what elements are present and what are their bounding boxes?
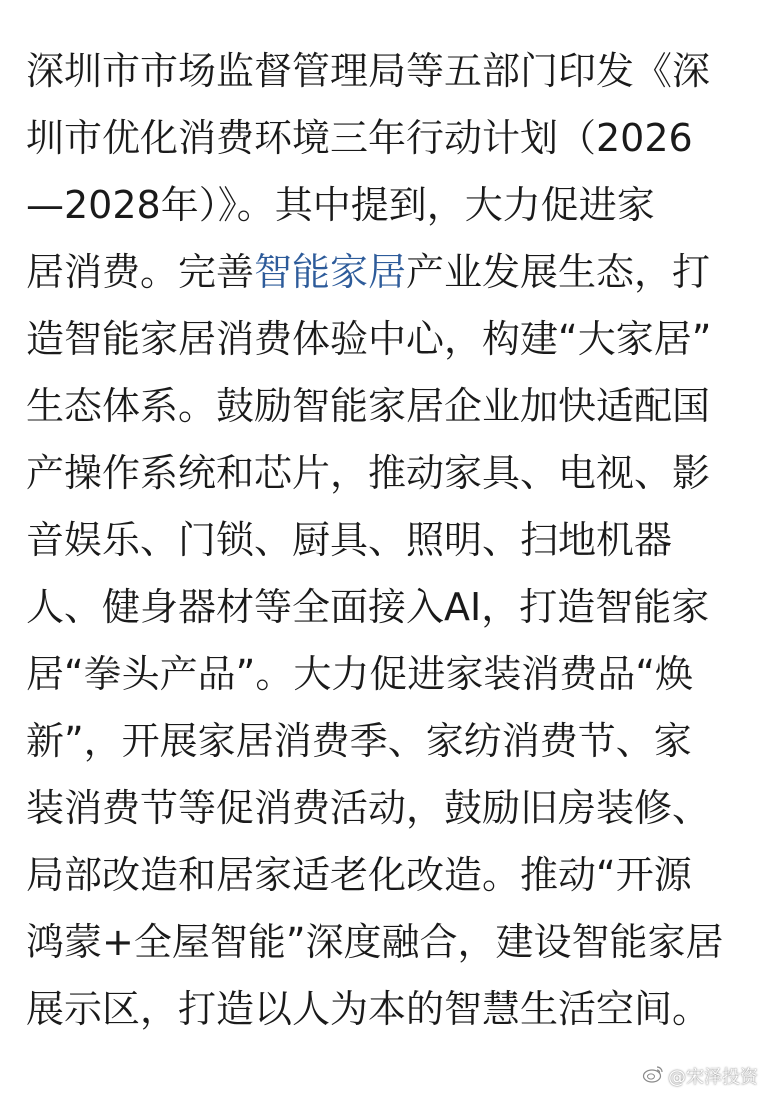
article-line-3: —2028年）》。其中提到，大力促进家 (26, 183, 655, 227)
article-line-14: 鸿蒙+全屋智能”深度融合，建设智能家居 (26, 920, 724, 964)
article-line-1: 深圳市市场监督管理局等五部门印发《深 (26, 49, 711, 93)
article-line-4-end: 产业发展生态，打 (406, 250, 711, 294)
article-line-4-start: 居消费。完善 (26, 250, 255, 294)
article-line-7: 产操作系统和芯片，推动家具、电视、影 (26, 451, 711, 495)
article-line-15: 展示区，打造以人为本的智慧生活空间。 (26, 987, 711, 1031)
article-line-8: 音娱乐、门锁、厨具、照明、扫地机器 (26, 518, 673, 562)
article-line-2: 圳市优化消费环境三年行动计划（2026 (26, 116, 693, 160)
article-line-5: 造智能家居消费体验中心，构建“大家居” (26, 317, 712, 361)
watermark-text: @宋泽投资 (668, 1067, 758, 1088)
article-line-4 (26, 239, 746, 306)
weibo-icon (642, 1064, 664, 1089)
article-body (26, 38, 746, 1043)
article-line-12: 装消费节等促消费活动，鼓励旧房装修、 (26, 786, 711, 830)
article-line-11: 新”，开展家居消费季、家纺消费节、家 (26, 719, 692, 763)
article-line-13: 局部改造和居家适老化改造。推动“开源 (26, 853, 692, 897)
weibo-watermark (642, 1063, 758, 1089)
article-line-10: 居“拳头产品”。大力促进家装消费品“焕 (26, 652, 694, 696)
article-line-6: 生态体系。鼓励智能家居企业加快适配国 (26, 384, 711, 428)
article-line-9: 人、健身器材等全面接入AI，打造智能家 (26, 585, 710, 629)
smart-home-topic-link[interactable]: 智能家居 (254, 250, 407, 294)
